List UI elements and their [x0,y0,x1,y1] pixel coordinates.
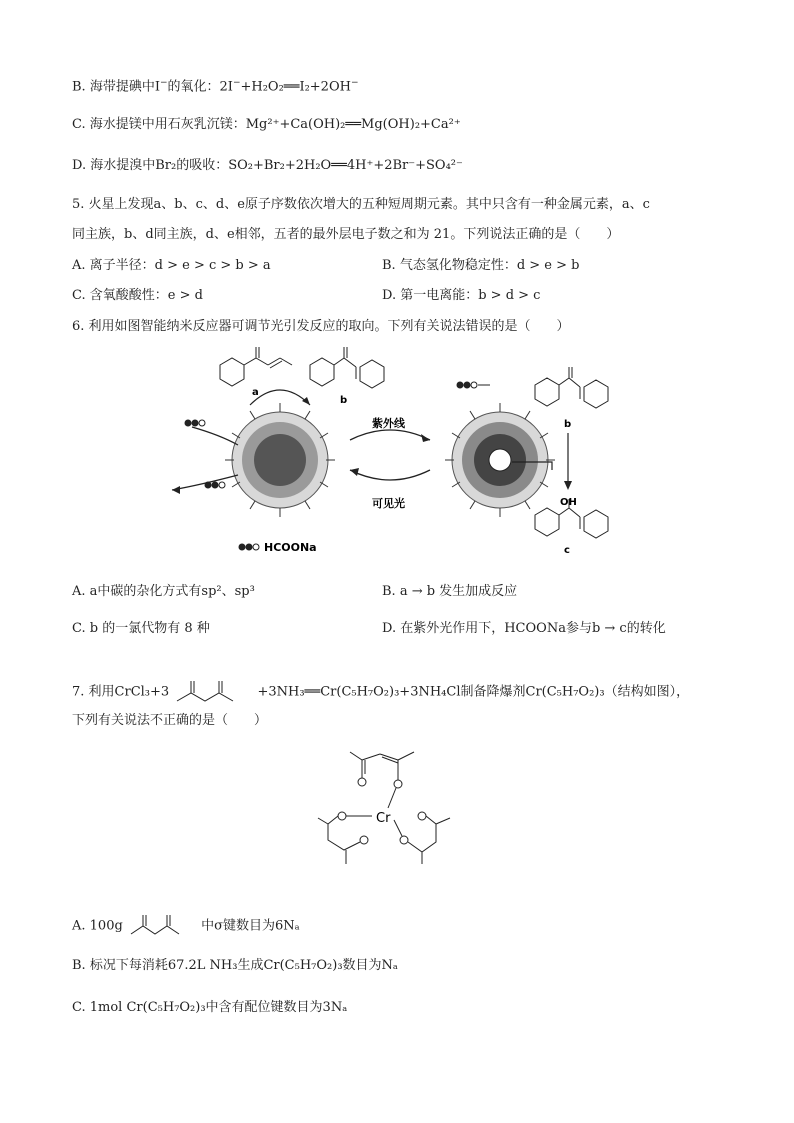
label-c: c [564,545,570,556]
q7-option-a-part1: A. 100g [72,918,123,934]
q7-stem-part2: +3NH₃══Cr(C₅H₇O₂)₃+3NH₄Cl制备降爆剂Cr(C₅H₇O₂)₃（结构如图）， [257,684,690,700]
arrow-out-left-sphere [172,475,238,490]
q5-option-c: C. 含氧酸酸性：e > d [72,288,203,303]
q5-stem-line1: 5. 火星上发现a、b、c、d、e原子序数依次增大的五种短周期元素。其中只含有一种金属元素，a、c [72,197,650,212]
molecule-b-right [535,367,608,408]
cr-center-label: Cr [376,811,391,826]
hcoona-dot-cluster-left [185,420,206,427]
q4-option-c: C. 海水提镁中用石灰乳沉镁：Mg²⁺+Ca(OH)₂══Mg(OH)₂+Ca²⁺ [72,117,461,132]
q7-stem-line1 [72,677,689,707]
q6-option-c: C. b 的一氯代物有 8 种 [72,621,210,636]
nano-reactor-figure [160,345,620,570]
arrow-into-left-sphere [192,427,238,445]
oh-label: OH [560,497,577,508]
q4-option-b-prefix: B. 海带提碘中I [72,79,160,95]
q7-option-b: B. 标况下每消耗67.2L NH₃生成Cr(C₅H₇O₂)₃数目为Nₐ [72,958,398,973]
label-b-left: b [340,395,348,406]
arc-a-to-b [250,390,310,405]
acetylacetone-structure-option-a [127,912,197,940]
q5-option-d: D. 第一电离能：b > d > c [382,288,541,303]
q4-option-b: B. 海带提碘中I−的氧化：2I−+H₂O₂══I₂+2OH− [72,78,359,95]
legend-hcoona-symbol [239,544,260,551]
cr-acac-complex-structure [310,740,460,870]
q7-option-c: C. 1mol Cr(C₅H₇O₂)₃中含有配位键数目为3Nₐ [72,1000,348,1015]
q7-stem-line2: 下列有关说法不正确的是（ ） [72,713,268,728]
q4-option-b-text: 的氧化：2I [167,79,233,95]
label-a: a [252,387,259,398]
q5-option-b: B. 气态氢化物稳定性：d > e > b [382,258,580,273]
q5-option-a: A. 离子半径：d > e > c > b > a [72,258,271,273]
q6-option-b: B. a → b 发生加成反应 [382,584,518,599]
visible-light-arrow [350,470,430,480]
uv-arrow [350,430,430,440]
q6-option-a: A. a中碳的杂化方式有sp²、sp³ [72,584,255,599]
q5-stem-line2: 同主族，b、d同主族，d、e相邻，五者的最外层电子数之和为 21。下列说法正确的是（ ） [72,227,620,242]
left-nanoreactor-sphere [225,403,335,517]
q4-option-d: D. 海水提溴中Br₂的吸收：SO₂+Br₂+2H₂O══4H⁺+2Br⁻+SO₄²⁻ [72,158,463,173]
q7-option-a-part2: 中σ键数目为6Nₐ [201,918,300,934]
q6-stem: 6. 利用如图智能纳米反应器可调节光引发反应的取向。下列有关说法错误的是（ ） [72,319,570,334]
right-nanoreactor-sphere [445,403,555,517]
hcoona-dot-cluster-right [457,382,478,389]
uv-label: 紫外线 [372,417,405,430]
q4-option-b-equation: +H₂O₂══I₂+2OH [240,79,351,95]
visible-light-label: 可见光 [372,497,405,510]
legend-hcoona-label: HCOONa [264,541,317,554]
molecule-a [220,347,292,386]
q7-option-a [72,912,300,940]
acetylacetone-structure-inline [173,677,253,707]
q6-option-d: D. 在紫外光作用下，HCOONa参与b → c的转化 [382,621,666,636]
molecule-b-left [310,347,384,388]
label-b-right: b [564,419,572,430]
q7-stem-part1: 7. 利用CrCl₃+3 [72,684,170,700]
